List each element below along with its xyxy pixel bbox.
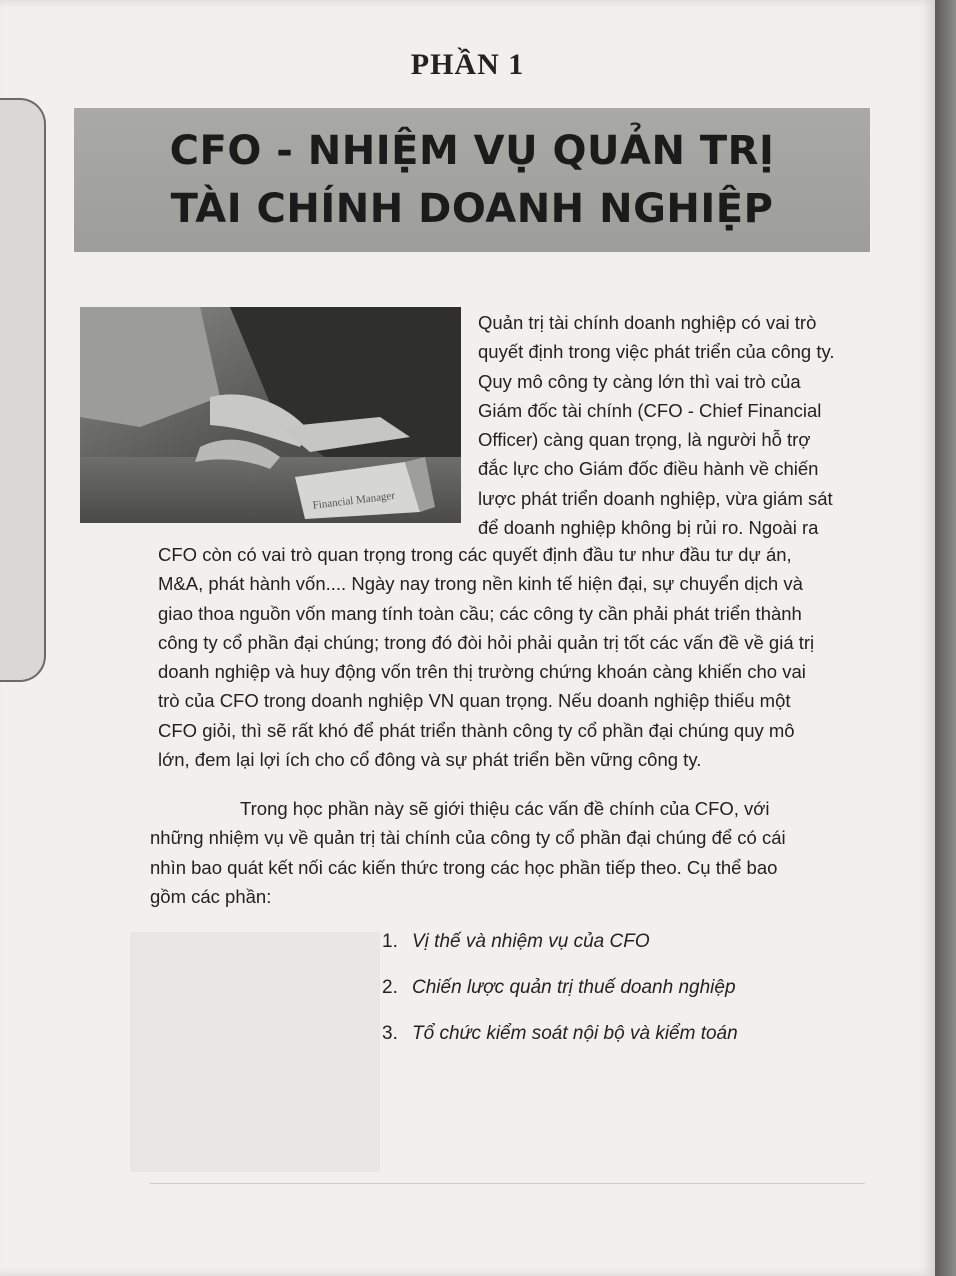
paragraph-intro-wrap (478, 308, 862, 542)
list-number: 2. (382, 977, 398, 998)
chapter-title-line-1: CFO - NHIỆM VỤ QUẢN TRỊ (169, 128, 775, 174)
text-line: Quy mô công ty càng lớn thì vai trò của (478, 370, 801, 392)
list-text: Tổ chức kiểm soát nội bộ và kiểm toán (412, 1023, 738, 1044)
text-line: gồm các phần: (150, 885, 272, 907)
text-line: quyết định trong việc phát triển của công ty. (478, 341, 835, 363)
section-list (382, 931, 738, 1069)
list-number: 1. (382, 931, 398, 952)
bleed-through-tab (0, 98, 46, 682)
text-line: Quản trị tài chính doanh nghiệp có vai trò (478, 312, 817, 333)
bleed-through-image (130, 932, 380, 1172)
text-line: để doanh nghiệp không bị rủi ro. Ngoài ra (478, 517, 819, 539)
text-line: công ty cổ phần đại chúng; trong đó đòi hỏi phải quản trị tốt các vấn đề về giá trị (158, 631, 815, 653)
list-text: Vị thế và nhiệm vụ của CFO (412, 931, 650, 952)
page-edge (935, 0, 956, 1276)
text-line: M&A, phát hành vốn.... Ngày nay trong nền kinh tế hiện đại, sự chuyển dịch và (158, 573, 803, 595)
text-line: CFO giỏi, thì sẽ rất khó để phát triển thành công ty cổ phần đại chúng quy mô (158, 719, 795, 741)
list-item (382, 1023, 738, 1069)
list-item (382, 931, 738, 977)
text-line: doanh nghiệp và huy động vốn trên thị trường chứng khoán càng khiến cho vai (158, 661, 806, 683)
text-line: nhìn bao quát kết nối các kiến thức trong các học phần tiếp theo. Cụ thể bao (150, 856, 778, 878)
list-item (382, 977, 738, 1023)
part-label: PHẦN 1 (410, 48, 525, 81)
text-line: những nhiệm vụ về quản trị tài chính của công ty cổ phần đại chúng để có cái (150, 827, 786, 849)
text-line: Trong học phần này sẽ giới thiệu các vấn đề chính của CFO, với (240, 798, 770, 819)
text-line: Officer) càng quan trọng, là người hỗ trợ (478, 429, 811, 451)
text-line: giao thoa nguồn vốn mang tính toàn cầu; các công ty cần phải phát triển thành (158, 602, 802, 624)
text-line: Giám đốc tài chính (CFO - Chief Financial (478, 399, 822, 421)
footer-rule (150, 1183, 865, 1184)
text-line: CFO còn có vai trò quan trọng trong các quyết định đầu tư như đầu tư dự án, (158, 544, 792, 565)
business-meeting-photo (80, 307, 461, 523)
list-number: 3. (382, 1023, 398, 1044)
paragraph-intro-continued (158, 540, 864, 774)
name-plate-text: Financial Manager (311, 489, 396, 512)
chapter-title-banner (74, 108, 870, 252)
chapter-title-line-2: TÀI CHÍNH DOANH NGHIỆP (170, 186, 774, 232)
list-text: Chiến lược quản trị thuế doanh nghiệp (412, 977, 736, 998)
photo-illustration (80, 307, 461, 523)
text-line: trò của CFO trong doanh nghiệp VN quan trọng. Nếu doanh nghiệp thiếu một (158, 690, 791, 712)
paragraph-overview (150, 794, 862, 911)
text-line: lớn, đem lại lợi ích cho cổ đông và sự phát triển bền vững công ty. (158, 749, 702, 771)
text-line: lược phát triển doanh nghiệp, vừa giám sát (478, 487, 833, 509)
text-line: đắc lực cho Giám đốc điều hành về chiến (478, 458, 819, 480)
